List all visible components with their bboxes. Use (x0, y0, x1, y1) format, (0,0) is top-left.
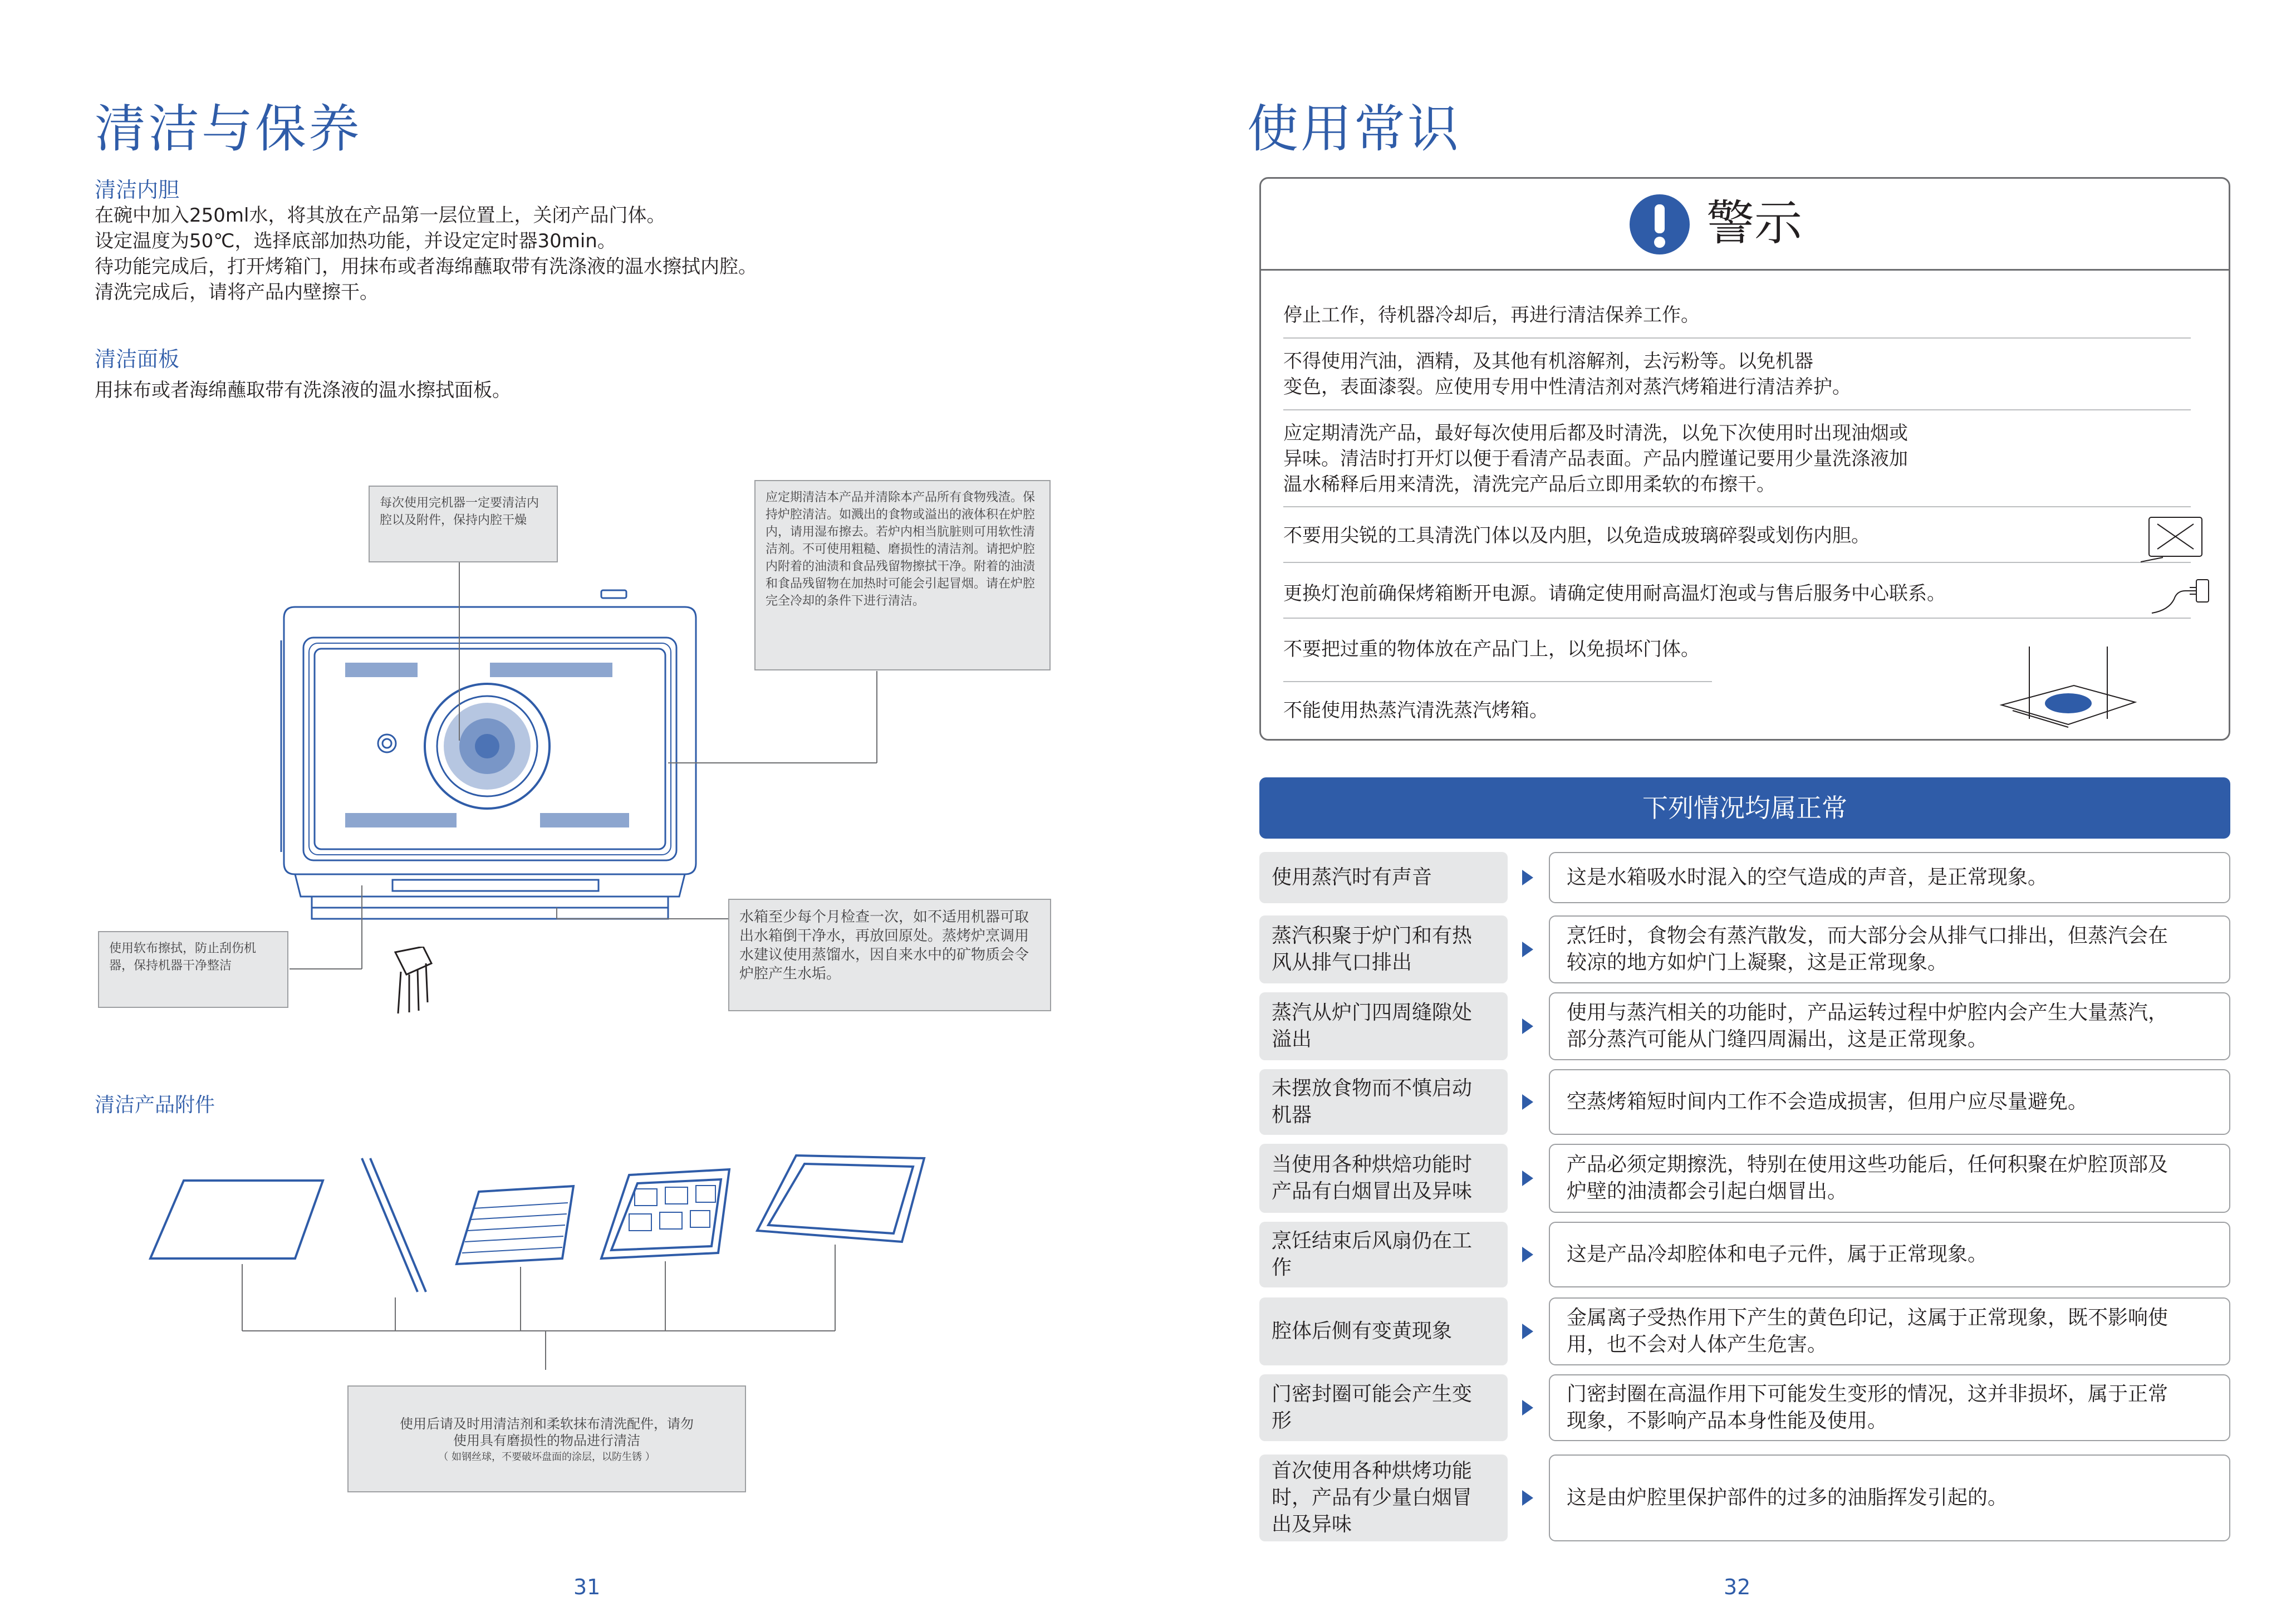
warning-header (1261, 179, 2229, 271)
label-text (1272, 1228, 1472, 1281)
normal-condition-explanation (1549, 992, 2230, 1060)
label-line: 蒸汽积聚于炉门和有热 (1272, 924, 1473, 947)
panel-cleaning-text: 用抹布或者海绵蘸取带有洗涤液的温水擦拭面板。 (95, 379, 511, 401)
label-line: 溢出 (1272, 1028, 1312, 1051)
arrow-right-icon (1522, 870, 1533, 885)
page-title-right: 使用常识 (1247, 99, 1461, 159)
label-line: 当使用各种烘焙功能时 (1272, 1153, 1473, 1176)
warning-item: 温水稀释后用来清洗，清洗完产品后立即用柔软的布擦干。 (1283, 473, 1775, 496)
note-accessories (347, 1385, 746, 1492)
label-line: 产品有白烟冒出及异味 (1272, 1180, 1473, 1203)
panel-cleaning-heading: 清洁面板 (95, 347, 180, 371)
note-regular-clean: 应定期清洁本产品并清除本产品所有食物残渣。保持炉腔清洁。如溅出的食物或溢出的液体积在炉腔内，请用湿布擦去。若炉内相当肮脏则可用软性清洁剂。不可使用粗糙、磨损性的清洁剂。请把炉腔内附着的油渍和食品残留物擦拭干净。附着的油渍和食品残留物在加热时可能会引起冒烟。请在炉腔完全冷却的条件下进行清洁。 (754, 480, 1051, 670)
inner-cleaning-heading: 清洁内胆 (95, 178, 180, 202)
label-line: 烹饪结束后风扇仍在工 (1272, 1230, 1473, 1252)
heavy-door-icon (1996, 641, 2141, 736)
divider (1283, 681, 1712, 682)
text-line: 在碗中加入250ml水，将其放在产品第一层位置上，关闭产品门体。 (95, 204, 666, 227)
normal-condition-explanation (1549, 1374, 2230, 1441)
exclamation-icon (1628, 193, 1691, 256)
explanation-line: 空蒸烤箱短时间内工作不会造成损害，但用户应尽量避免。 (1567, 1090, 2088, 1113)
normal-condition-label (1259, 1374, 1508, 1441)
warning-item: 停止工作，待机器冷却后，再进行清洁保养工作。 (1283, 304, 1700, 326)
warning-heading: 警示 (1706, 195, 1802, 251)
label-line: 首次使用各种烘烤功能 (1272, 1460, 1473, 1482)
label-line: 形 (1272, 1409, 1292, 1432)
arrow-right-icon (1522, 1018, 1533, 1034)
text-line: 待功能完成后，打开烤箱门，用抹布或者海绵蘸取带有洗涤液的温水擦拭内腔。 (95, 256, 757, 278)
note-water-tank: 水箱至少每个月检查一次，如不适用机器可取出水箱倒干净水，再放回原处。蒸烤炉烹调用水建议使用蒸馏水，因自来水中的矿物质会令炉腔产生水垢。 (728, 899, 1051, 1011)
normal-condition-label (1259, 1069, 1508, 1135)
explanation-line: 较凉的地方如炉门上凝聚，这是正常现象。 (1567, 951, 1948, 974)
normal-condition-label (1259, 1455, 1508, 1541)
arrow-right-icon (1522, 1324, 1533, 1339)
label-text (1272, 1075, 1472, 1129)
label-line: 腔体后侧有变黄现象 (1272, 1320, 1453, 1343)
text-line: 清洗完成后，请将产品内壁擦干。 (95, 281, 379, 303)
label-line: 出及异味 (1272, 1513, 1352, 1536)
warning-item: 应定期清洗产品，最好每次使用后都及时清洗，以免下次使用时出现油烟或 (1283, 422, 1908, 444)
label-line: 机器 (1272, 1104, 1312, 1127)
normal-conditions-banner: 下列情况均属正常 (1259, 777, 2230, 839)
explanation-line: 部分蒸汽可能从门缝四周漏出，这是正常现象。 (1567, 1028, 1988, 1051)
warning-item: 异味。清洁时打开灯以便于看清产品表面。产品内膛谨记要用少量洗涤液加 (1283, 448, 1908, 470)
note-line: （ 如钢丝球，不要破坏盘面的涂层，以防生锈 ） (438, 1451, 655, 1463)
label-text (1272, 1318, 1452, 1345)
glass-door-icon (2141, 513, 2207, 569)
warning-item: 更换灯泡前确保烤箱断开电源。请确定使用耐高温灯泡或与售后服务中心联系。 (1283, 582, 1946, 605)
arrow-right-icon (1522, 1490, 1533, 1506)
explanation-line: 用，也不会对人体产生危害。 (1567, 1333, 1828, 1356)
arrow-right-icon (1522, 1171, 1533, 1186)
note-line: 使用具有磨损性的物品进行清洁 (453, 1433, 640, 1448)
explanation-text (1567, 1241, 1988, 1268)
explanation-text (1567, 1485, 2008, 1511)
divider (1283, 506, 2191, 507)
explanation-text (1567, 1000, 2168, 1053)
normal-condition-label (1259, 915, 1508, 983)
note-dry-inside: 每次使用完机器一定要清洁内腔以及附件，保持内腔干燥 (369, 486, 558, 562)
divider (1283, 409, 2191, 410)
divider (1283, 618, 2191, 619)
warning-item: 不能使用热蒸汽清洗蒸汽烤箱。 (1283, 699, 1548, 722)
warning-item: 不要把过重的物体放在产品门上，以免损坏门体。 (1283, 638, 1700, 660)
explanation-line: 这是水箱吸水时混入的空气造成的声音，是正常现象。 (1567, 866, 2048, 889)
explanation-line: 炉壁的油渍都会引起白烟冒出。 (1567, 1180, 1848, 1203)
normal-condition-explanation (1549, 1222, 2230, 1287)
normal-condition-label (1259, 1144, 1508, 1213)
explanation-line: 这是由炉腔里保护部件的过多的油脂挥发引起的。 (1567, 1486, 2008, 1509)
normal-condition-explanation (1549, 1455, 2230, 1541)
divider (1283, 337, 2191, 339)
accessories-heading: 清洁产品附件 (95, 1094, 215, 1116)
explanation-line: 使用与蒸汽相关的功能时，产品运转过程中炉腔内会产生大量蒸汽， (1567, 1001, 2169, 1024)
arrow-right-icon (1522, 1247, 1533, 1262)
normal-condition-explanation (1549, 1144, 2230, 1213)
arrow-right-icon (1522, 1400, 1533, 1416)
explanation-line: 产品必须定期擦洗，特别在使用这些功能后，任何积聚在炉腔顶部及 (1567, 1153, 2169, 1176)
accessories-illustration (139, 1147, 941, 1392)
normal-condition-explanation (1549, 1297, 2230, 1365)
label-line: 未摆放食物而不慎启动 (1272, 1077, 1473, 1100)
page-number-left: 31 (573, 1575, 601, 1599)
warning-box (1259, 177, 2230, 741)
explanation-text (1567, 923, 2168, 976)
explanation-text (1567, 1305, 2168, 1358)
label-text (1272, 1458, 1472, 1538)
page-number-right: 32 (1724, 1575, 1751, 1599)
warning-item: 不得使用汽油，酒精，及其他有机溶解剂，去污粉等。以免机器 (1283, 350, 1813, 373)
label-text (1272, 1152, 1472, 1205)
arrow-right-icon (1522, 942, 1533, 957)
note-soft-cloth: 使用软布擦拭，防止刮伤机器，保持机器干净整洁 (98, 931, 288, 1008)
warning-item: 不要用尖锐的工具清洗门体以及内胆，以免造成玻璃碎裂或划伤内胆。 (1283, 525, 1870, 547)
label-text (1272, 1000, 1472, 1053)
explanation-line: 金属离子受热作用下产生的黄色印记，这属于正常现象，既不影响使 (1567, 1306, 2169, 1329)
explanation-line: 现象，不影响产品本身性能及使用。 (1567, 1409, 1888, 1432)
label-text (1272, 923, 1472, 976)
label-text (1272, 1381, 1472, 1434)
label-line: 风从排气口排出 (1272, 951, 1412, 974)
explanation-text (1567, 1152, 2168, 1205)
normal-condition-explanation (1549, 852, 2230, 903)
label-line: 门密封圈可能会产生变 (1272, 1383, 1473, 1405)
note-line: 使用后请及时用清洁剂和柔软抹布清洗配件，请勿 (400, 1416, 694, 1432)
explanation-text (1567, 1089, 2088, 1115)
warning-item: 变色，表面漆裂。应使用专用中性清洁剂对蒸汽烤箱进行清洁养护。 (1283, 376, 1851, 398)
normal-condition-explanation (1549, 915, 2230, 983)
label-text (1272, 864, 1432, 891)
label-line: 作 (1272, 1256, 1292, 1279)
page-title-left: 清洁与保养 (95, 99, 362, 159)
normal-condition-label (1259, 1222, 1508, 1287)
normal-condition-label (1259, 1297, 1508, 1365)
explanation-text (1567, 1381, 2168, 1434)
explanation-line: 门密封圈在高温作用下可能发生变形的情况，这并非损坏，属于正常 (1567, 1383, 2169, 1405)
explanation-text (1567, 864, 2048, 891)
label-line: 使用蒸汽时有声音 (1272, 866, 1432, 889)
arrow-right-icon (1522, 1094, 1533, 1110)
text-line: 设定温度为50℃，选择底部加热功能，并设定定时器30min。 (95, 230, 616, 252)
divider (1283, 562, 2191, 563)
explanation-line: 烹饪时，食物会有蒸汽散发，而大部分会从排气口排出，但蒸汽会在 (1567, 924, 2169, 947)
normal-condition-explanation (1549, 1069, 2230, 1135)
explanation-line: 这是产品冷却腔体和电子元件，属于正常现象。 (1567, 1243, 1988, 1266)
normal-condition-label (1259, 992, 1508, 1060)
label-line: 蒸汽从炉门四周缝隙处 (1272, 1001, 1473, 1024)
normal-condition-label (1259, 852, 1508, 903)
power-plug-icon (2146, 569, 2213, 619)
label-line: 时，产品有少量白烟冒 (1272, 1486, 1473, 1509)
